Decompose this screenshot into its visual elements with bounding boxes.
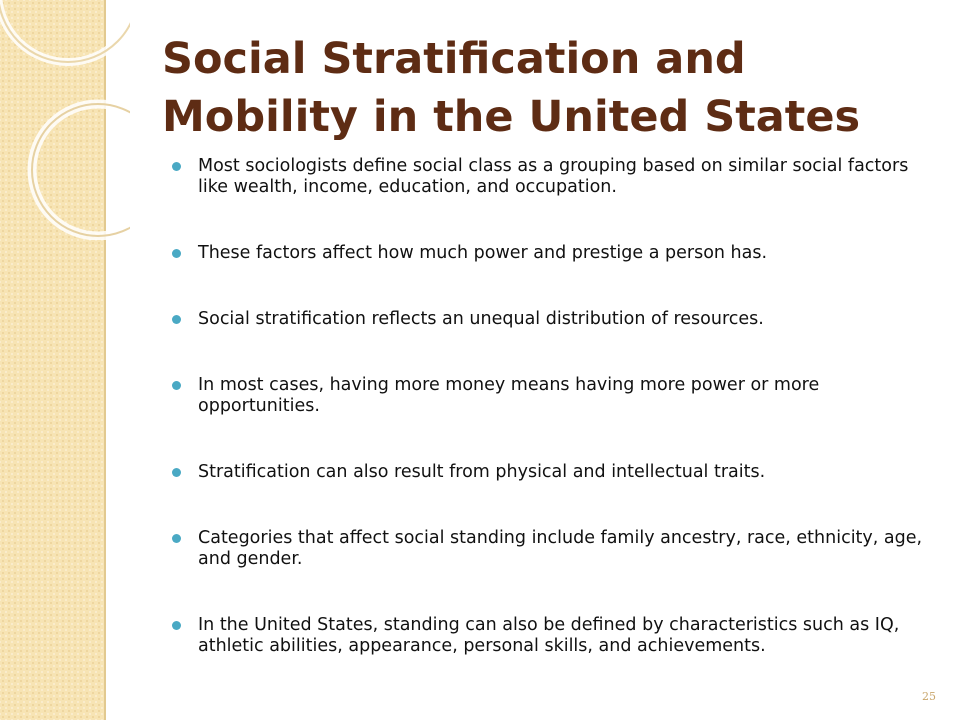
bullet-text: These factors affect how much power and prestige a person has. (198, 243, 768, 263)
bullet-dot-icon (172, 468, 181, 477)
decorative-circles (0, 0, 130, 240)
bullet-dot-icon (172, 534, 181, 543)
bullet-dot-icon (172, 315, 181, 324)
slide-title: Social Stratification and Mobility in the United States (162, 34, 861, 142)
bullet-item (162, 528, 932, 570)
bullet-dot-icon (172, 249, 181, 258)
bullet-item (162, 615, 932, 657)
bullet-item (162, 156, 932, 198)
bullet-item (162, 462, 932, 483)
bullet-item (162, 375, 932, 417)
bullet-item (162, 309, 932, 330)
bullet-dot-icon (172, 621, 181, 630)
bullet-text: In most cases, having more money means having more power or more opportunities. (198, 375, 820, 416)
bullet-text: Social stratification reflects an unequal distribution of resources. (198, 309, 764, 329)
bullet-list (162, 156, 932, 657)
bullet-dot-icon (172, 162, 181, 171)
bullet-item (162, 243, 932, 264)
bullet-text: Most sociologists define social class as a grouping based on similar social factors like wealth, income, education, and occupation. (198, 156, 909, 197)
bullet-text: In the United States, standing can also be defined by characteristics such as IQ, athletic abilities, appearance, personal skills, and achievements. (198, 615, 900, 656)
bullet-text: Stratification can also result from physical and intellectual traits. (198, 462, 766, 482)
bullet-dot-icon (172, 381, 181, 390)
page-number: 25 (922, 690, 936, 703)
bullet-text: Categories that affect social standing include family ancestry, race, ethnicity, age, and gender. (198, 528, 923, 569)
